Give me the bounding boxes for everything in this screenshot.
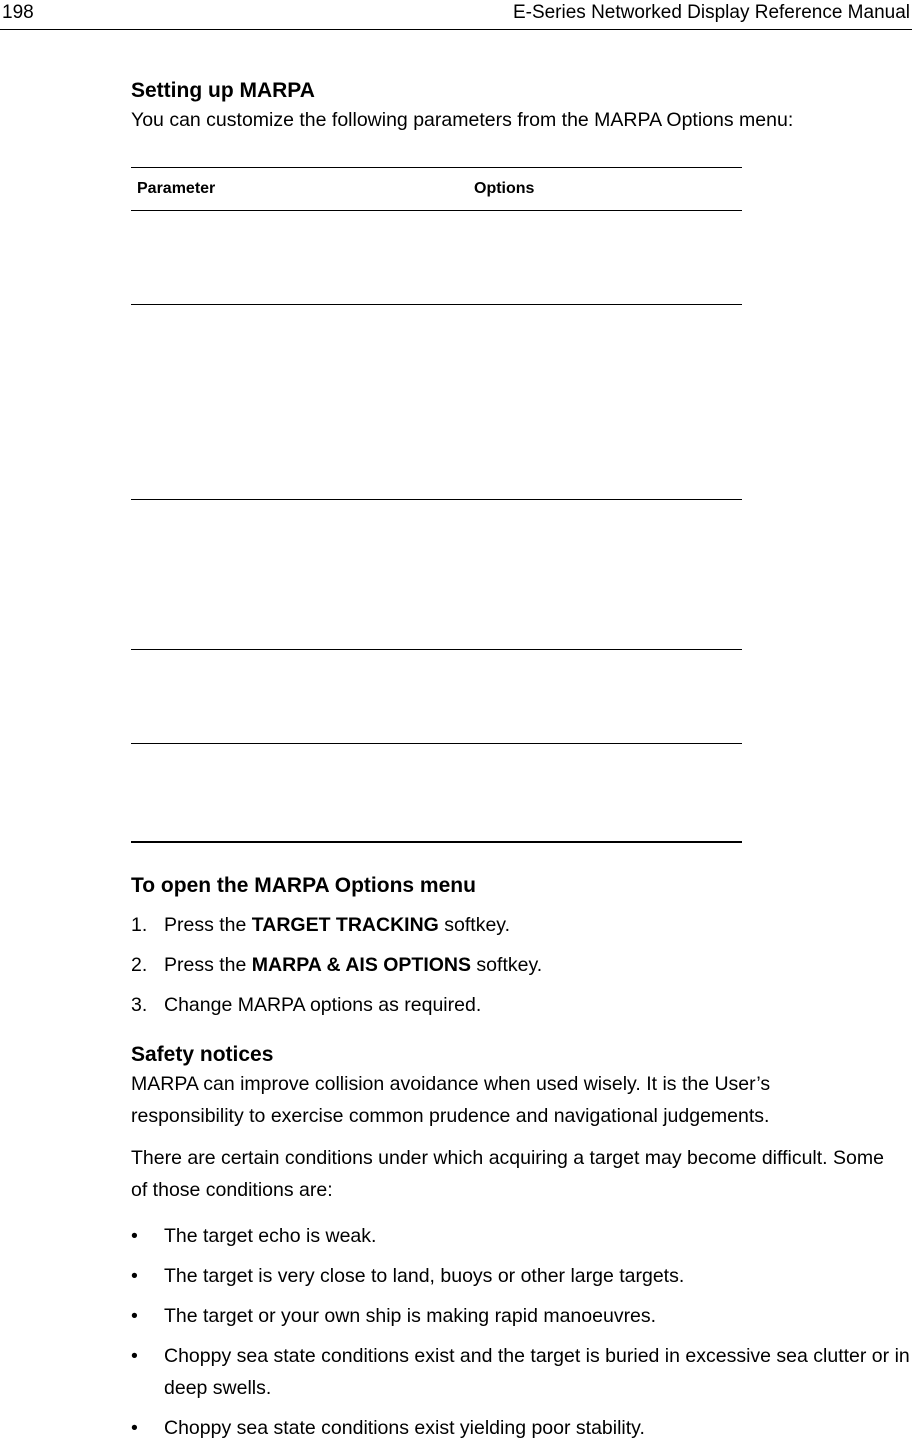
list-item bbox=[131, 1412, 911, 1444]
table-row bbox=[131, 211, 742, 305]
bullet-icon: • bbox=[131, 1305, 138, 1327]
list-item bbox=[131, 1220, 911, 1252]
table-cell-options bbox=[474, 305, 742, 500]
list-item bbox=[131, 1260, 911, 1292]
table-cell-options bbox=[474, 650, 742, 744]
steps-list bbox=[131, 905, 906, 1025]
bullet-icon: • bbox=[131, 1225, 138, 1247]
table-cell-parameter bbox=[131, 744, 474, 842]
page-number: 198 bbox=[2, 2, 34, 23]
bullet-text: The target is very close to land, buoys or other large targets. bbox=[164, 1265, 685, 1287]
bullet-text: Choppy sea state conditions exist yielding poor stability. bbox=[164, 1417, 645, 1439]
step-text: Change MARPA options as required. bbox=[164, 994, 482, 1016]
step-text: Press the bbox=[164, 954, 252, 976]
table-cell-options bbox=[474, 211, 742, 305]
table-row bbox=[131, 744, 742, 842]
table-row bbox=[131, 650, 742, 744]
list-item bbox=[131, 1300, 911, 1332]
section-heading: To open the MARPA Options menu bbox=[131, 874, 476, 897]
list-item bbox=[131, 945, 906, 985]
section-heading: Safety notices bbox=[131, 1043, 274, 1066]
step-number: 1. bbox=[131, 914, 148, 936]
bullet-icon: • bbox=[131, 1417, 138, 1439]
table-cell-parameter bbox=[131, 650, 474, 744]
safety-paragraph-1: MARPA can improve collision avoidance when used wisely. It is the User’s responsibility to exercise common prudence and navigational judgements. bbox=[131, 1073, 771, 1127]
column-header-parameter: Parameter bbox=[131, 168, 474, 211]
bullet-text: The target or your own ship is making rapid manoeuvres. bbox=[164, 1305, 657, 1327]
marpa-options-table bbox=[131, 167, 742, 843]
table-header-row bbox=[131, 168, 742, 211]
conditions-list bbox=[131, 1220, 911, 1444]
table-cell-parameter bbox=[131, 305, 474, 500]
table-cell-parameter bbox=[131, 211, 474, 305]
softkey-name: TARGET TRACKING bbox=[251, 914, 439, 936]
step-text: softkey. bbox=[471, 954, 543, 976]
list-item bbox=[131, 1340, 911, 1404]
bullet-text: The target echo is weak. bbox=[164, 1225, 377, 1247]
bullet-icon: • bbox=[131, 1345, 138, 1367]
table-row bbox=[131, 305, 742, 500]
bullet-icon: • bbox=[131, 1265, 138, 1287]
safety-paragraph-2: There are certain conditions under which acquiring a target may become difficult. Some of those conditions are: bbox=[131, 1147, 884, 1201]
step-text: softkey. bbox=[438, 914, 511, 936]
bullet-text: Choppy sea state conditions exist and the target is buried in excessive sea clutter or in deep swells. bbox=[164, 1345, 910, 1399]
marpa-options-table-wrap bbox=[131, 167, 742, 843]
table-cell-options bbox=[474, 744, 742, 842]
table-cell-parameter bbox=[131, 500, 474, 650]
section-safety-notices bbox=[131, 1042, 911, 1452]
list-item bbox=[131, 985, 906, 1025]
intro-paragraph: You can customize the following parameters from the MARPA Options menu: bbox=[131, 109, 794, 131]
list-item bbox=[131, 905, 906, 945]
page-header bbox=[0, 0, 912, 30]
step-number: 2. bbox=[131, 954, 148, 976]
running-title: E-Series Networked Display Reference Manual bbox=[512, 2, 910, 23]
step-number: 3. bbox=[131, 994, 148, 1016]
step-text: Press the bbox=[164, 914, 252, 936]
section-open-marpa-options bbox=[131, 873, 906, 1025]
table-cell-options bbox=[474, 500, 742, 650]
section-setting-up-marpa bbox=[131, 78, 906, 136]
softkey-name: MARPA & AIS OPTIONS bbox=[251, 954, 472, 976]
section-heading: Setting up MARPA bbox=[131, 79, 315, 102]
table-row bbox=[131, 500, 742, 650]
column-header-options: Options bbox=[474, 168, 742, 211]
